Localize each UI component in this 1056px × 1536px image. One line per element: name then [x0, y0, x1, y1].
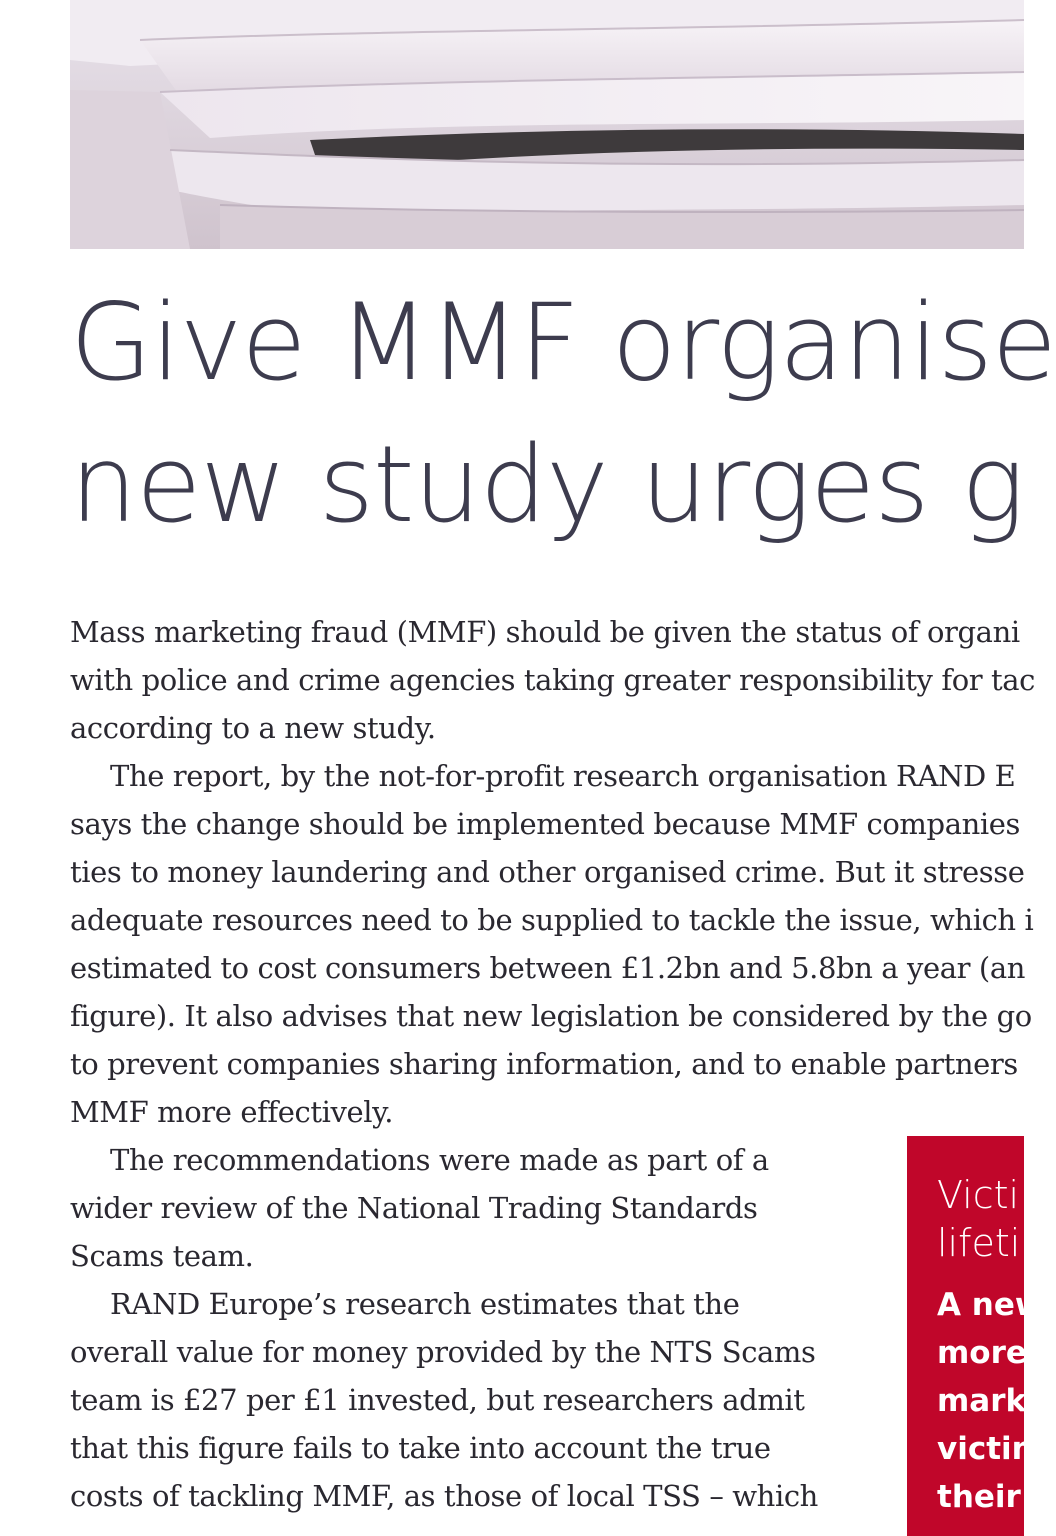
sidebar-body-line: A new: [937, 1287, 1044, 1323]
sidebar-title-line: lifetin: [937, 1221, 1045, 1265]
body-line: The report, by the not-for-profit research organisation RAND E: [110, 759, 1016, 793]
headline-line-1: Give MMF organise: [70, 281, 1056, 404]
body-line: ties to money laundering and other organised crime. But it stresse: [70, 855, 1025, 889]
body-line: Mass marketing fraud (MMF) should be given the status of organi: [70, 615, 1020, 649]
body-line: figure). It also advises that new legislation be considered by the go: [70, 999, 1032, 1033]
body-line: according to a new study.: [70, 711, 436, 745]
paper-stack-illustration: [70, 0, 1024, 249]
body-line: overall value for money provided by the NTS Scams: [70, 1335, 816, 1369]
body-line: The recommendations were made as part of a: [110, 1143, 769, 1177]
sidebar-title-line: Victi: [937, 1173, 1020, 1217]
sidebar-body-line: marke: [937, 1383, 1047, 1419]
body-line: with police and crime agencies taking greater responsibility for tac: [70, 663, 1036, 697]
body-line: MMF more effectively.: [70, 1095, 394, 1129]
body-line: Scams team.: [70, 1239, 254, 1273]
paper-stack-photo: [70, 0, 1024, 249]
body-line: adequate resources need to be supplied to tackle the issue, which i: [70, 903, 1034, 937]
sidebar-body-line: victim: [937, 1431, 1044, 1467]
body-line: says the change should be implemented because MMF companies: [70, 807, 1020, 841]
sidebar-callout-box: [907, 1136, 1053, 1536]
headline-line-2: new study urges g: [70, 423, 1024, 546]
body-line: wider review of the National Trading Standards: [70, 1191, 758, 1225]
body-line: to prevent companies sharing information, and to enable partners: [70, 1047, 1018, 1081]
body-line: RAND Europe’s research estimates that the: [110, 1287, 740, 1321]
sidebar-body-line: more: [937, 1335, 1027, 1371]
body-line: costs of tackling MMF, as those of local TSS – which: [70, 1479, 818, 1513]
body-line: estimated to cost consumers between £1.2bn and 5.8bn a year (an: [70, 951, 1025, 985]
body-line: team is £27 per £1 invested, but researchers admit: [70, 1383, 805, 1417]
body-line: that this figure fails to take into account the true: [70, 1431, 771, 1465]
sidebar-body-line: their li: [937, 1479, 1053, 1515]
